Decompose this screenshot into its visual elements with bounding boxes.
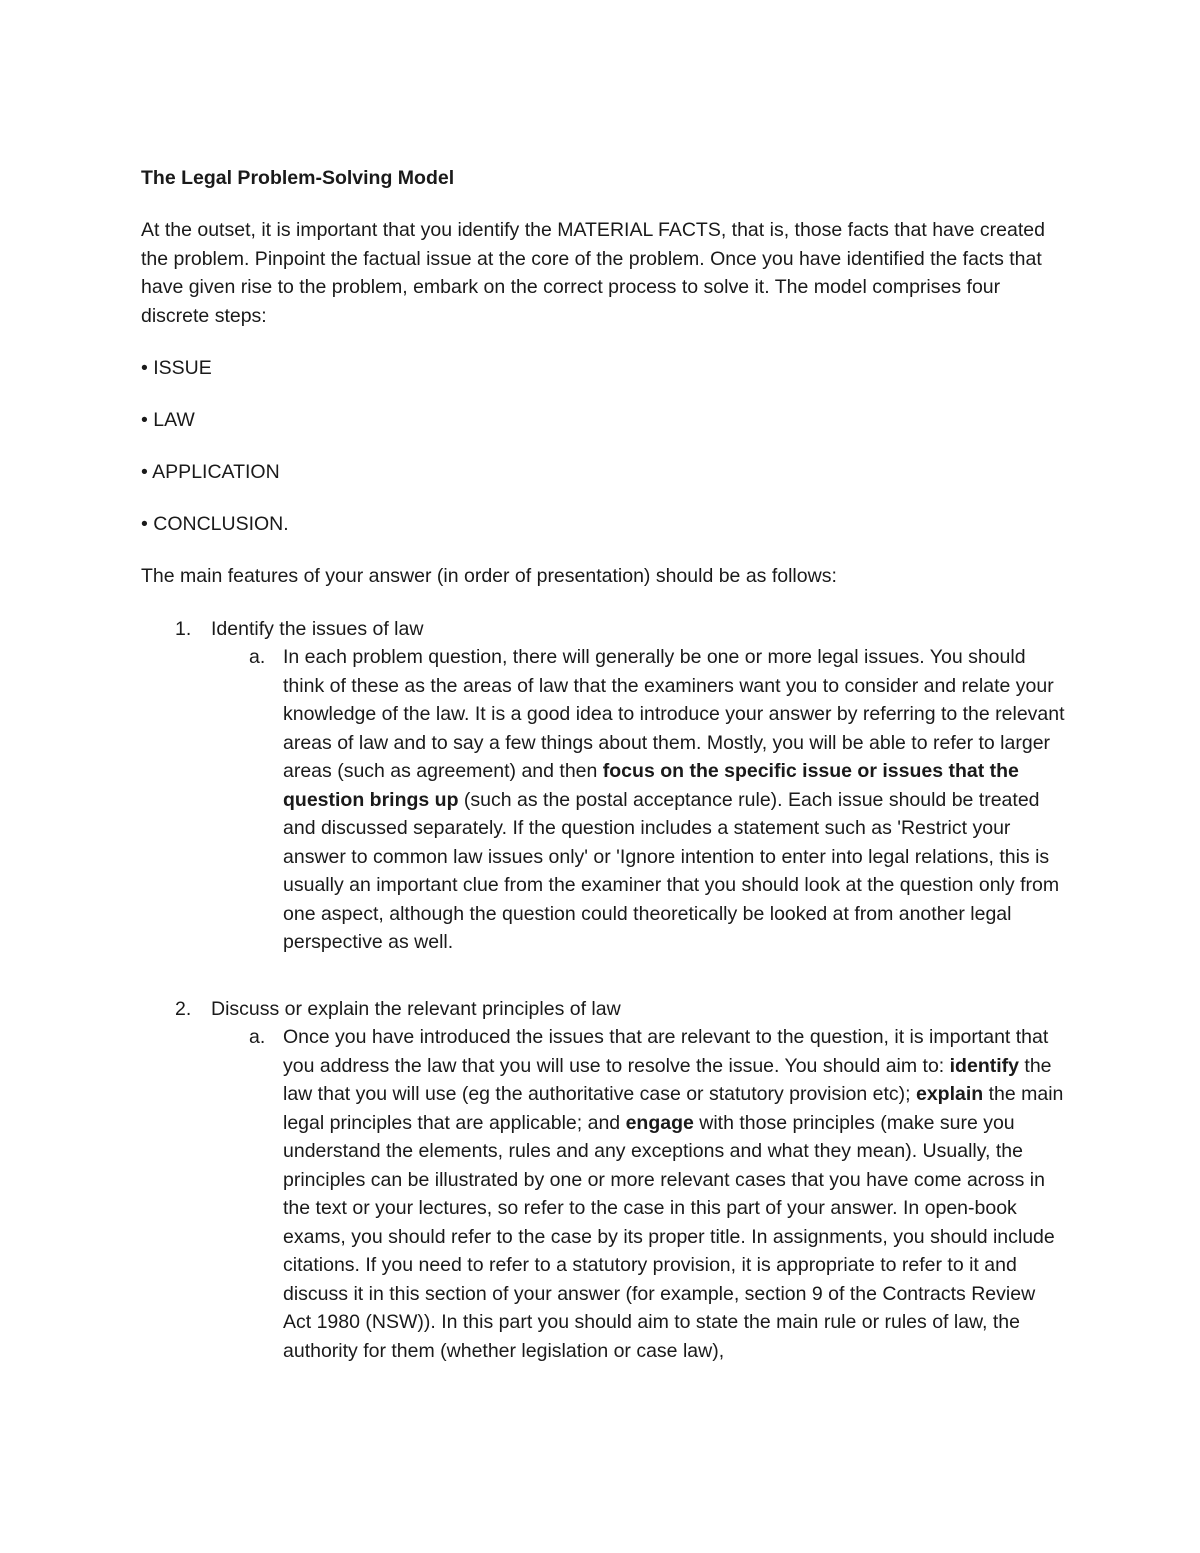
list-number: 1. bbox=[175, 617, 192, 640]
emphasis-explain: explain bbox=[915, 1083, 984, 1105]
body-text: the law that you will use (eg the authoritative case or statutory provision etc); bbox=[283, 1054, 1052, 1105]
step-conclusion: • CONCLUSION. bbox=[141, 513, 289, 535]
document-page bbox=[141, 164, 1071, 1403]
list-letter: a. bbox=[249, 1026, 266, 1048]
emphasis-text: focus on the specific issue or issues that the question brings up bbox=[283, 760, 1019, 811]
feature-sub-list bbox=[211, 1023, 1071, 1365]
emphasis-identify: identify bbox=[949, 1054, 1019, 1077]
body-text: with those principles (make sure you understand the elements, rules and any exceptions and what they mean). Usually, the principles can be illustrated by one or more relevant cases that you have come across in the text or your lectures, so refer to the case in this part of your answer. In open-book exams, you should refer to the case by its proper title. In assignments, you should include citations. If you need to refer to a statutory provision, it is appropriate to refer to it and discuss it in this section of your answer (for example, section 9 of the Contracts Review Act 1980 (NSW)). In this part you should aim to state the main rule or rules of law, the authority for them (whether legislation or case law), bbox=[283, 1111, 1055, 1362]
feature-heading: Discuss or explain the relevant principles of law bbox=[211, 997, 621, 1020]
body-text: In each problem question, there will generally be one or more legal issues. You should think of these as the areas of law that the examiners want you to consider and relate your knowledge of the law. It is a good idea to introduce your answer by referring to the relevant areas of law and to say a few things about them. Mostly, you will be able to refer to larger areas (such as agreement) and then bbox=[283, 646, 1065, 782]
list-letter: a. bbox=[249, 646, 266, 668]
feature-sub-list bbox=[211, 643, 1071, 957]
feature-sub-item bbox=[211, 1023, 1067, 1365]
features-intro: The main features of your answer (in order of presentation) should be as follows: bbox=[141, 565, 837, 587]
features-list bbox=[141, 615, 1071, 1366]
document-title: The Legal Problem-Solving Model bbox=[141, 167, 455, 189]
step-application: • APPLICATION bbox=[141, 461, 280, 483]
feature-item-1 bbox=[141, 615, 1071, 957]
step-law: • LAW bbox=[141, 409, 195, 431]
body-text: the main legal principles that are applicable; and bbox=[283, 1083, 1064, 1134]
feature-heading: Identify the issues of law bbox=[211, 617, 424, 640]
body-text: Once you have introduced the issues that are relevant to the question, it is important that you address the law that you will use to resolve the issue. You should aim to: bbox=[283, 1026, 1049, 1077]
body-text: (such as the postal acceptance rule). Each issue should be treated and discussed separately. If the question includes a statement such as 'Restrict your answer to common law issues only' or 'Ignore intention to enter into legal relations, this is usually an important clue from the examiner that you should look at the question only from one aspect, although the question could theoretically be looked at from another legal perspective as well. bbox=[283, 788, 1060, 953]
list-number: 2. bbox=[175, 997, 192, 1020]
emphasis-engage: engage bbox=[625, 1111, 694, 1134]
feature-item-2 bbox=[141, 995, 1071, 1366]
intro-paragraph: At the outset, it is important that you identify the MATERIAL FACTS, that is, those facts that have created the problem. Pinpoint the factual issue at the core of the problem. Once you have identified the facts that have given rise to the problem, embark on the correct process to solve it. The model comprises four discrete steps: bbox=[141, 219, 1045, 327]
step-issue: • ISSUE bbox=[141, 357, 212, 379]
feature-sub-item bbox=[211, 643, 1067, 957]
